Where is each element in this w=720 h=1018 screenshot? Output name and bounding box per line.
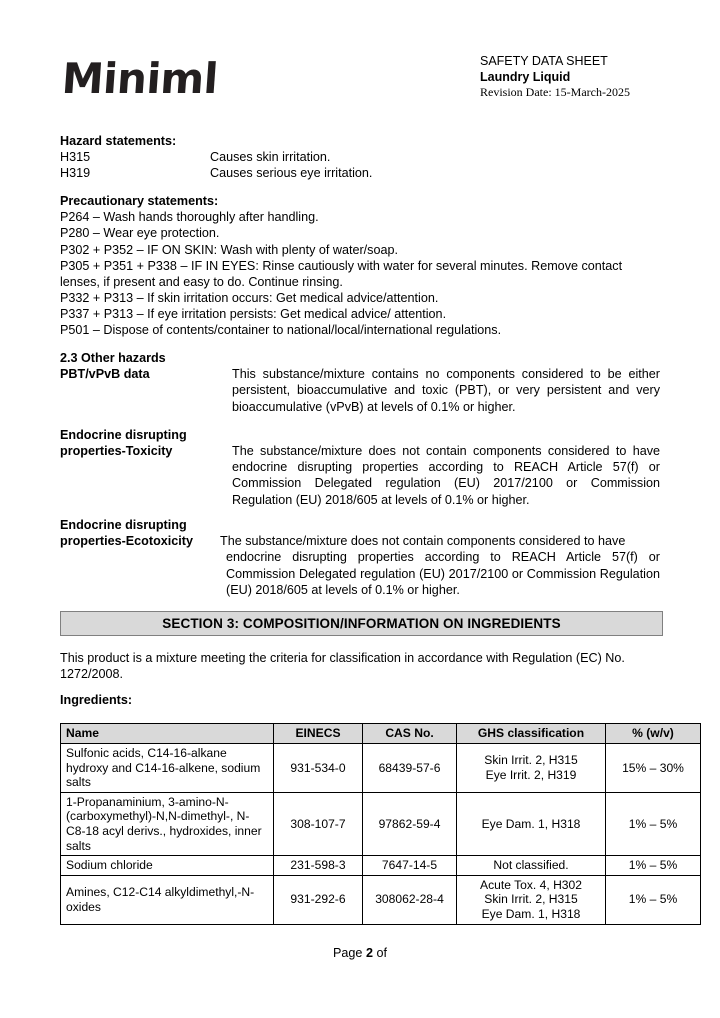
cell-name: Amines, C12-C14 alkyldimethyl,-N-oxides (61, 875, 274, 924)
ingredients-label: Ingredients: (60, 693, 133, 707)
endocrine-toxicity-text: The substance/mixture does not contain components considered to have endocrine disrupting properties according to REACH Article 57(f) or Commission Delegated regulation (EU) 2017/2100 or Commission Regulation (EU) 2018/605 at levels of 0.1% or higher. (232, 444, 660, 507)
hazard-statement-row (60, 149, 660, 165)
precautionary-line: P302 + P352 – IF ON SKIN: Wash with plenty of water/soap. (60, 242, 398, 257)
section-3-title: SECTION 3: COMPOSITION/INFORMATION ON INGREDIENTS (162, 616, 561, 631)
cell-ghs: Not classified. (457, 856, 606, 876)
cell-cas: 7647-14-5 (363, 856, 457, 876)
cell-einecs: 931-292-6 (274, 875, 363, 924)
precautionary-line: P305 + P351 + P338 – IF IN EYES: Rinse cautiously with water for several minutes. Remove contact lenses, if present and easy to do. Continue rinsing. (60, 258, 623, 289)
pbt-vpvb-block (60, 366, 660, 415)
header-meta (480, 54, 710, 100)
hazard-statements-heading: Hazard statements: (60, 134, 177, 148)
column-header-name: Name (61, 724, 274, 744)
precautionary-line: P332 + P313 – If skin irritation occurs: Get medical advice/attention. (60, 290, 439, 305)
pbt-vpvb-text: This substance/mixture contains no components considered to be either persistent, bioaccumulative and toxic (PBT), or very persistent and very bioaccumulative (vPvB) at levels of 0.1% or higher. (232, 367, 660, 414)
hazard-code: H315 (60, 150, 91, 165)
cell-percent: 15% – 30% (606, 744, 701, 793)
cell-percent: 1% – 5% (606, 856, 701, 876)
document-body (60, 133, 660, 598)
table-row (61, 744, 701, 793)
precautionary-line: P264 – Wash hands thoroughly after handling. (60, 210, 319, 225)
product-name: Laundry Liquid (480, 70, 571, 84)
table-row (61, 792, 701, 855)
hazard-code: H319 (60, 166, 91, 181)
spacer (60, 338, 660, 350)
revision-date: Revision Date: 15-March-2025 (480, 85, 630, 99)
endocrine-toxicity-label-line2: properties-Toxicity (60, 444, 173, 459)
miniml-logo: Miniml (60, 54, 220, 103)
ingredients-table-body (61, 744, 701, 925)
pbt-vpvb-label: PBT/vPvB data (60, 367, 150, 382)
other-hazards-heading: 2.3 Other hazards (60, 351, 166, 366)
hazard-text: Causes serious eye irritation. (210, 166, 373, 181)
table-header-row (61, 724, 701, 744)
column-header-einecs: EINECS (274, 724, 363, 744)
cell-name: Sodium chloride (61, 856, 274, 876)
footer-page-number: 2 (365, 946, 373, 960)
section-3-header-bar (60, 611, 663, 636)
endocrine-ecotoxicity-text-rest: endocrine disrupting properties according to REACH Article 57(f) or Commission Delegated regulation (EU) 2017/2100 or Commission Regulation (EU) 2018/605 at levels of 0.1% or higher. (226, 550, 660, 597)
endocrine-ecotoxicity-text-first: The substance/mixture does not contain components considered to have (220, 534, 626, 549)
precautionary-statements-heading: Precautionary statements: (60, 194, 219, 209)
cell-einecs: 931-534-0 (274, 744, 363, 793)
footer-page-prefix: Page (333, 946, 366, 960)
endocrine-ecotoxicity-label-line1: Endocrine disrupting (60, 517, 187, 532)
cell-name: 1-Propanaminium, 3-amino-N-(carboxymethyl)-N,N-dimethyl-, N-C8-18 acyl derivs., hydroxides, inner salts (61, 792, 274, 855)
cell-name: Sulfonic acids, C14-16-alkane hydroxy and C14-16-alkene, sodium salts (61, 744, 274, 793)
table-row (61, 875, 701, 924)
cell-ghs: Skin Irrit. 2, H315 Eye Irrit. 2, H319 (457, 744, 606, 793)
table-row (61, 856, 701, 876)
spacer (60, 181, 660, 193)
page-footer (0, 946, 720, 960)
hazard-text: Causes skin irritation. (210, 150, 331, 165)
precautionary-line: P280 – Wear eye protection. (60, 226, 220, 241)
cell-percent: 1% – 5% (606, 875, 701, 924)
endocrine-ecotoxicity-text (220, 533, 660, 598)
spacer (60, 508, 660, 517)
column-header-ghs: GHS classification (457, 724, 606, 744)
endocrine-ecotoxicity-block (60, 517, 660, 598)
endocrine-toxicity-block (60, 427, 660, 508)
cell-einecs: 308-107-7 (274, 792, 363, 855)
hazard-statement-row (60, 165, 660, 181)
footer-page-suffix: of (372, 946, 387, 960)
column-header-percent: % (w/v) (606, 724, 701, 744)
document-type-title: SAFETY DATA SHEET (480, 54, 608, 68)
cell-cas: 97862-59-4 (363, 792, 457, 855)
endocrine-ecotoxicity-label-line2: properties-Ecotoxicity (60, 534, 193, 549)
cell-cas: 68439-57-6 (363, 744, 457, 793)
section-3-intro: This product is a mixture meeting the criteria for classification in accordance with Regulation (EC) No. 1272/2008. (60, 651, 625, 682)
column-header-cas: CAS No. (363, 724, 457, 744)
precautionary-line: P337 + P313 – If eye irritation persists: Get medical advice/ attention. (60, 306, 447, 321)
cell-einecs: 231-598-3 (274, 856, 363, 876)
cell-ghs: Acute Tox. 4, H302 Skin Irrit. 2, H315 Eye Dam. 1, H318 (457, 875, 606, 924)
cell-ghs: Eye Dam. 1, H318 (457, 792, 606, 855)
document-header (0, 46, 720, 110)
spacer (60, 415, 660, 427)
ingredients-table (60, 723, 701, 925)
cell-percent: 1% – 5% (606, 792, 701, 855)
precautionary-line: P501 – Dispose of contents/container to national/local/international regulations. (60, 323, 502, 338)
cell-cas: 308062-28-4 (363, 875, 457, 924)
endocrine-toxicity-label-line1: Endocrine disrupting (60, 427, 187, 442)
